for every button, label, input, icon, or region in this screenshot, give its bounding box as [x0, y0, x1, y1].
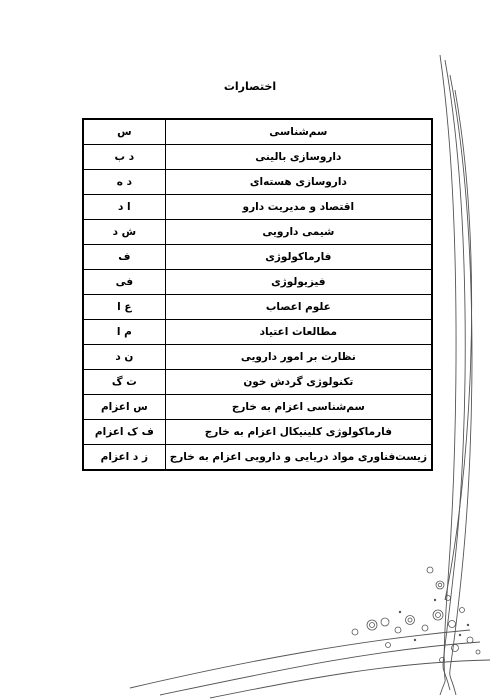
term-cell: تکنولوژی گردش خون	[165, 370, 432, 395]
abbreviation-cell: ف ک اعزام	[83, 420, 165, 445]
abbreviations-table-body	[83, 119, 432, 470]
table-row	[83, 445, 432, 471]
term-cell: فیزیولوژی	[165, 270, 432, 295]
table-row	[83, 245, 432, 270]
abbreviation-cell: س	[83, 119, 165, 145]
term-cell: شیمی دارویی	[165, 220, 432, 245]
abbreviation-cell: ع ا	[83, 295, 165, 320]
term-cell: اقتصاد و مدیریت دارو	[165, 195, 432, 220]
term-cell: فارماکولوژی	[165, 245, 432, 270]
table-row	[83, 119, 432, 145]
abbreviation-cell: م ا	[83, 320, 165, 345]
abbreviation-cell: ت گ	[83, 370, 165, 395]
table-row	[83, 145, 432, 170]
term-cell: سم‌شناسی	[165, 119, 432, 145]
abbreviation-cell: د ب	[83, 145, 165, 170]
abbreviations-table	[82, 118, 433, 471]
term-cell: علوم اعصاب	[165, 295, 432, 320]
table-row	[83, 270, 432, 295]
table-row	[83, 220, 432, 245]
term-cell: نظارت بر امور دارویی	[165, 345, 432, 370]
table-row	[83, 195, 432, 220]
term-cell: داروسازی بالینی	[165, 145, 432, 170]
table-row	[83, 370, 432, 395]
table-row	[83, 170, 432, 195]
table-row	[83, 420, 432, 445]
term-cell: سم‌شناسی اعزام به خارج	[165, 395, 432, 420]
abbreviation-cell: ف	[83, 245, 165, 270]
abbreviation-cell: د ه	[83, 170, 165, 195]
table-row	[83, 320, 432, 345]
abbreviation-cell: ا د	[83, 195, 165, 220]
abbreviation-cell: ش د	[83, 220, 165, 245]
term-cell: فارماکولوژی کلینیکال اعزام به خارج	[165, 420, 432, 445]
term-cell: مطالعات اعتیاد	[165, 320, 432, 345]
table-row	[83, 295, 432, 320]
abbreviation-cell: ن د	[83, 345, 165, 370]
term-cell: داروسازی هسته‌ای	[165, 170, 432, 195]
abbreviation-cell: فی	[83, 270, 165, 295]
abbreviation-cell: س اعزام	[83, 395, 165, 420]
abbreviation-cell: ز د اعزام	[83, 445, 165, 471]
table-row	[83, 345, 432, 370]
term-cell: زیست‌فناوری مواد دریایی و دارویی اعزام به خارج	[165, 445, 432, 471]
page-title: اختصارات	[223, 80, 277, 93]
table-row	[83, 395, 432, 420]
